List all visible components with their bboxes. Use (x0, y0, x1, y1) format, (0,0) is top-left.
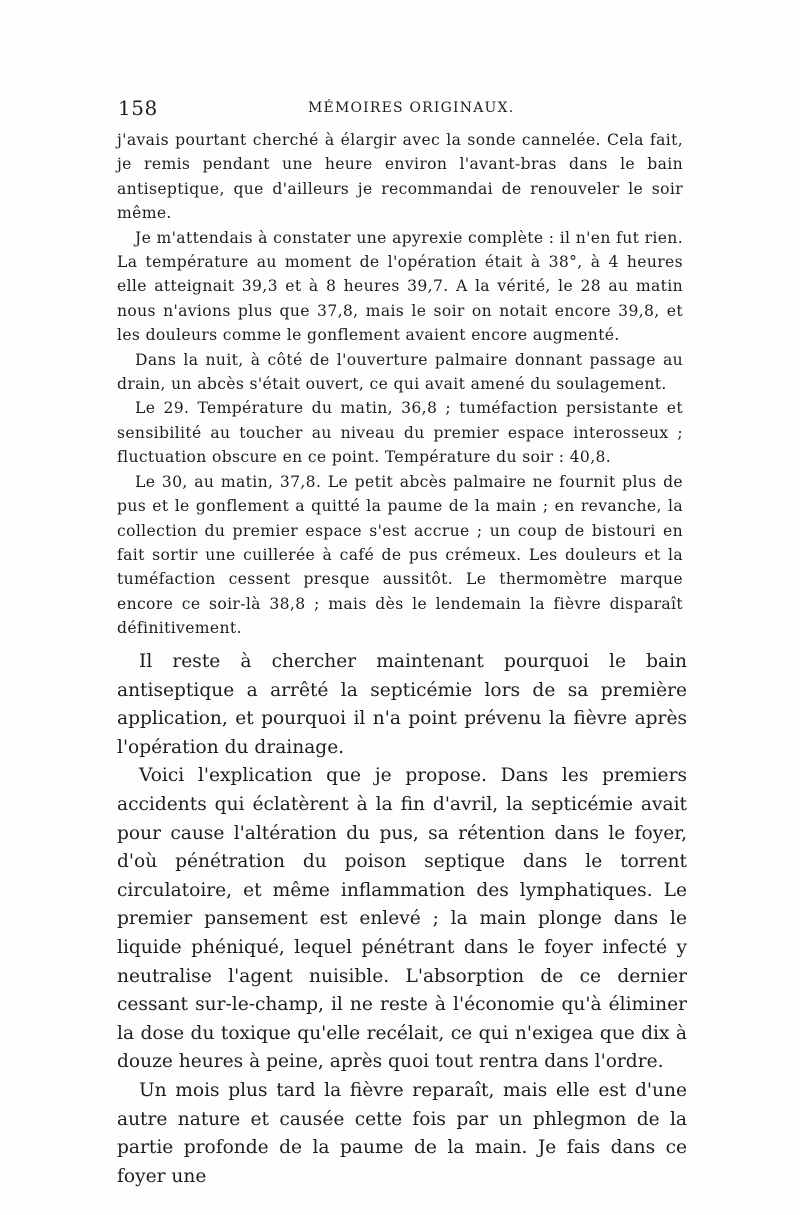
page-header (118, 96, 698, 122)
paragraph: j'avais pourtant cherché à élargir avec la sonde cannelée. Cela fait, je remis pendant une heure environ l'avant-bras dans le bain antiseptique, que d'ailleurs je recommandai de renouveler le soir même. (117, 131, 683, 223)
paragraph: Je m'attendais à constater une apyrexie complète : il n'en fut rien. La température au moment de l'opération était à 38°, à 4 heures elle atteignait 39,3 et à 8 heures 39,7. A la vérité, le 28 au matin nous n'avions plus que 37,8, mais le soir on notait encore 39,8, et les douleurs comme le gonflement avaient encore augmenté. (117, 228, 683, 345)
case-notes-block (117, 128, 683, 641)
paragraph: Il reste à chercher maintenant pourquoi le bain antiseptique a arrêté la septicémie lors de sa première application, et pourquoi il n'a point prévenu la fièvre après l'opération du drainage. (117, 651, 687, 758)
paragraph: Voici l'explication que je propose. Dans les premiers accidents qui éclatèrent à la fin d'avril, la septicémie avait pour cause l'altération du pus, sa rétention dans le foyer, d'où pénétration du poison septique dans le torrent circulatoire, et même inflammation des lymphatiques. Le premier pansement est enlevé ; la main plonge dans le liquide phéniqué, lequel pénétrant dans le foyer infecté y neutralise l'agent nuisible. L'absorption de ce dernier cessant sur-le-champ, il ne reste à l'économie qu'à éliminer la dose du toxique qu'elle recélait, ce qui n'exigea que dix à douze heures à peine, après quoi tout rentra dans l'ordre. (117, 765, 687, 1073)
paragraph: Dans la nuit, à côté de l'ouverture palmaire donnant passage au drain, un abcès s'était ouvert, ce qui avait amené du soulagement. (117, 350, 683, 394)
paragraph: Un mois plus tard la fièvre reparaît, mais elle est d'une autre nature et causée cette fois par un phlegmon de la partie profonde de la paume de la main. Je fais dans ce foyer une (117, 1079, 687, 1187)
paragraph: Le 29. Température du matin, 36,8 ; tuméfaction persistante et sensibilité au toucher au niveau du premier espace interosseux ; fluctuation obscure en ce point. Température du soir : 40,8. (117, 399, 683, 467)
paragraph: Le 30, au matin, 37,8. Le petit abcès palmaire ne fournit plus de pus et le gonflement a quitté la paume de la main ; en revanche, la collection du premier espace s'est accrue ; un coup de bistouri en fait sortir une cuillerée à café de pus crémeux. Les douleurs et la tuméfaction cessent presque aussitôt. Le thermomètre marque encore ce soir-là 38,8 ; mais dès le lendemain la fièvre disparaît définitivement. (117, 472, 683, 638)
discussion-block (117, 648, 687, 1191)
page-number: 158 (118, 96, 158, 120)
running-head: MÉMOIRES ORIGINAUX. (308, 100, 515, 116)
